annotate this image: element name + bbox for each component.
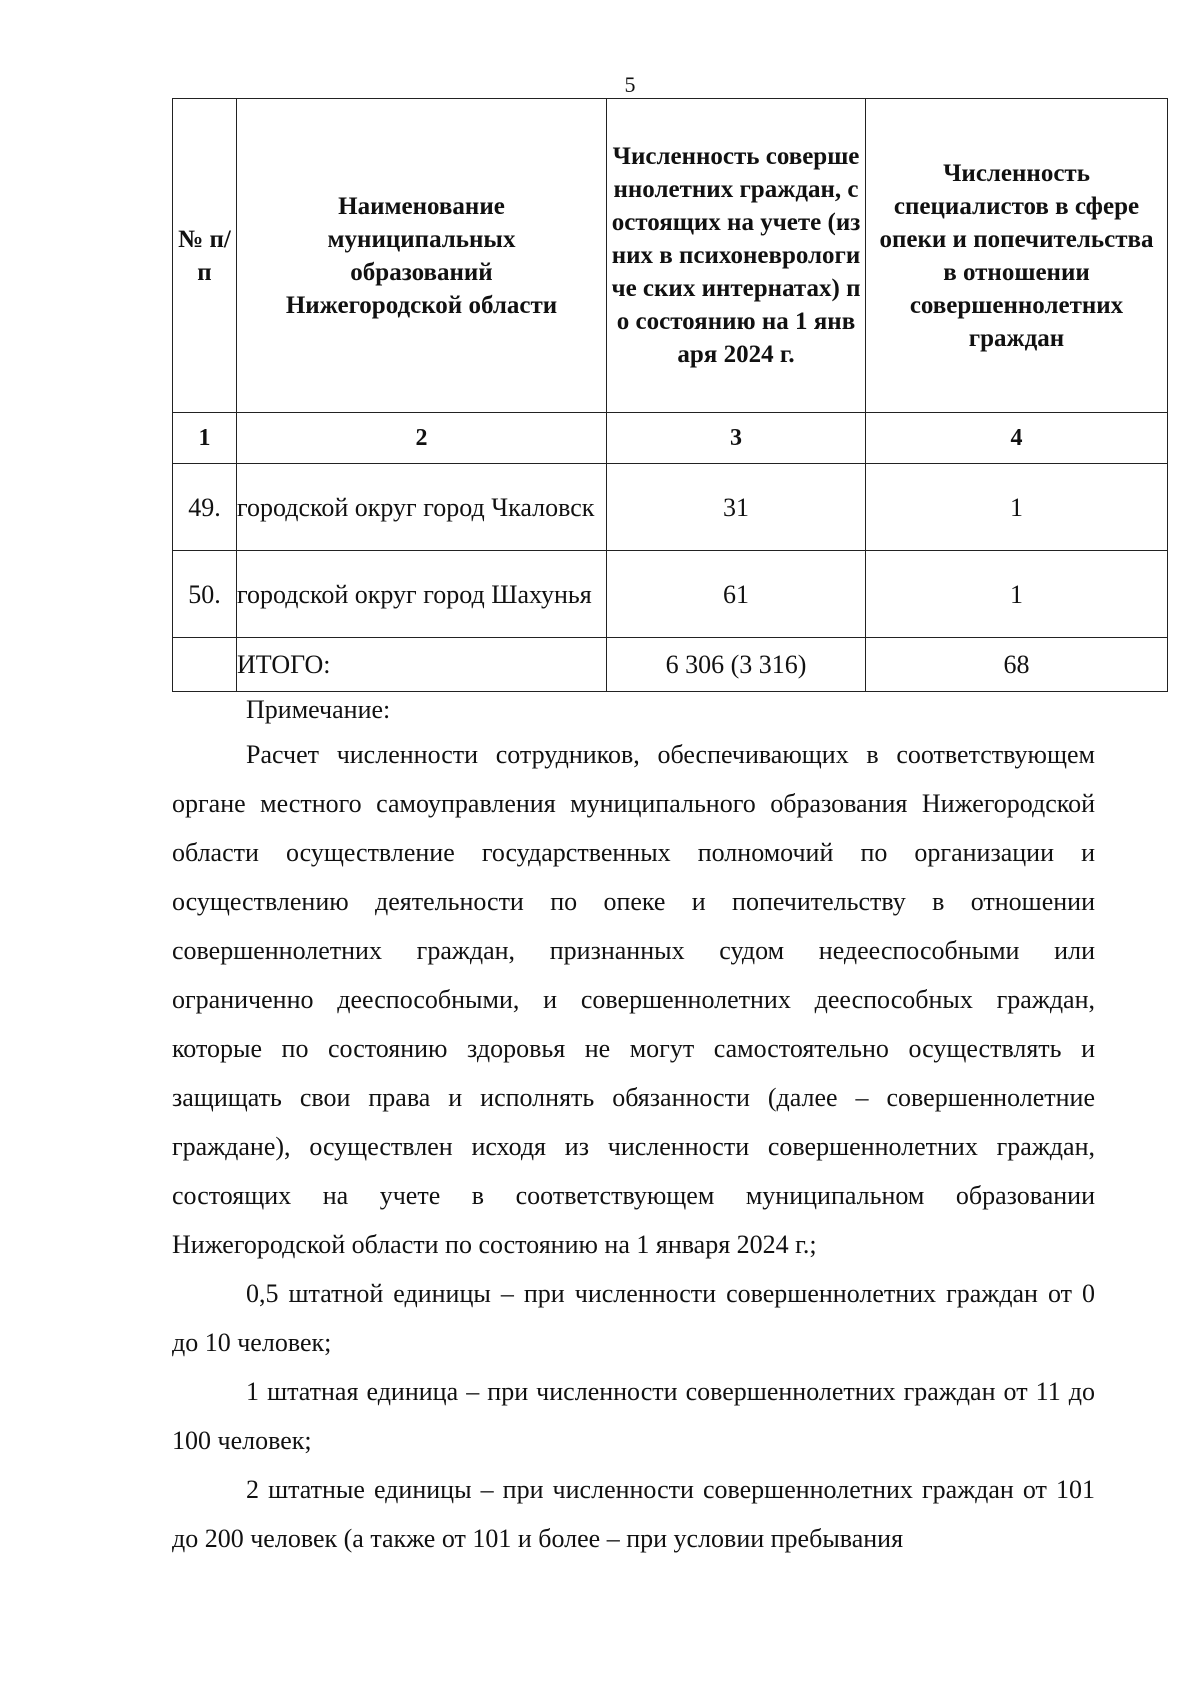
total-specialists: 68 — [866, 638, 1168, 692]
table-row — [173, 551, 1168, 638]
citizens-count: 61 — [607, 551, 866, 638]
column-number: 3 — [607, 413, 866, 464]
total-citizens: 6 306 (3 316) — [607, 638, 866, 692]
municipality-name: городской округ город Чкаловск — [237, 464, 607, 551]
column-number: 4 — [866, 413, 1168, 464]
municipality-name: городской округ город Шахунья — [237, 551, 607, 638]
table-header-row — [173, 99, 1168, 413]
specialists-count: 1 — [866, 464, 1168, 551]
paragraph: 1 штатная единица – при численности совершеннолетних граждан от 11 до 100 человек; — [172, 1377, 1095, 1455]
column-number: 1 — [173, 413, 237, 464]
header-citizens: Численность совершеннолетних граждан, состоящих на учете (из них в психоневрологиче ских интернатах) по состоянию на 1 января 2024 г. — [607, 99, 866, 413]
row-number: 49. — [173, 464, 237, 551]
header-specialists: Численность специалистов в сфере опеки и попечительства в отношении совершеннолетних граждан — [866, 99, 1168, 413]
total-row — [173, 638, 1168, 692]
paragraph: 2 штатные единицы – при численности совершеннолетних граждан от 101 до 200 человек (а также от 101 и более – при условии пребывания — [172, 1475, 1095, 1553]
note-title: Примечание: — [246, 695, 391, 724]
total-empty-cell — [173, 638, 237, 692]
paragraph: 0,5 штатной единицы – при численности совершеннолетних граждан от 0 до 10 человек; — [172, 1279, 1095, 1357]
column-number-row — [173, 413, 1168, 464]
specialists-count: 1 — [866, 551, 1168, 638]
column-number: 2 — [237, 413, 607, 464]
data-table — [172, 98, 1168, 692]
row-number: 50. — [173, 551, 237, 638]
paragraph: Расчет численности сотрудников, обеспечивающих в соответствующем органе местного самоуправления муниципального образования Нижегородской области осуществление государственных полномочий по организации и осуществлению деятельности по опеке и попечительству в отношении совершеннолетних граждан, признанных судом недееспособными или ограниченно дееспособными, и совершеннолетних дееспособных граждан, которые по состоянию здоровья не могут самостоятельно осуществлять и защищать свои права и исполнять обязанности (далее – совершеннолетние граждане), осуществлен исходя из численности совершеннолетних граждан, состоящих на учете в соответствующем муниципальном образовании Нижегородской области по состоянию на 1 января 2024 г.; — [172, 740, 1095, 1259]
header-number: № п/п — [173, 99, 237, 413]
header-municipality: Наименование муниципальных образований Нижегородской области — [237, 99, 607, 413]
table-row — [173, 464, 1168, 551]
citizens-count: 31 — [607, 464, 866, 551]
total-label: ИТОГО: — [237, 638, 607, 692]
page-number: 5 — [624, 72, 636, 97]
note-section — [172, 690, 1095, 1563]
